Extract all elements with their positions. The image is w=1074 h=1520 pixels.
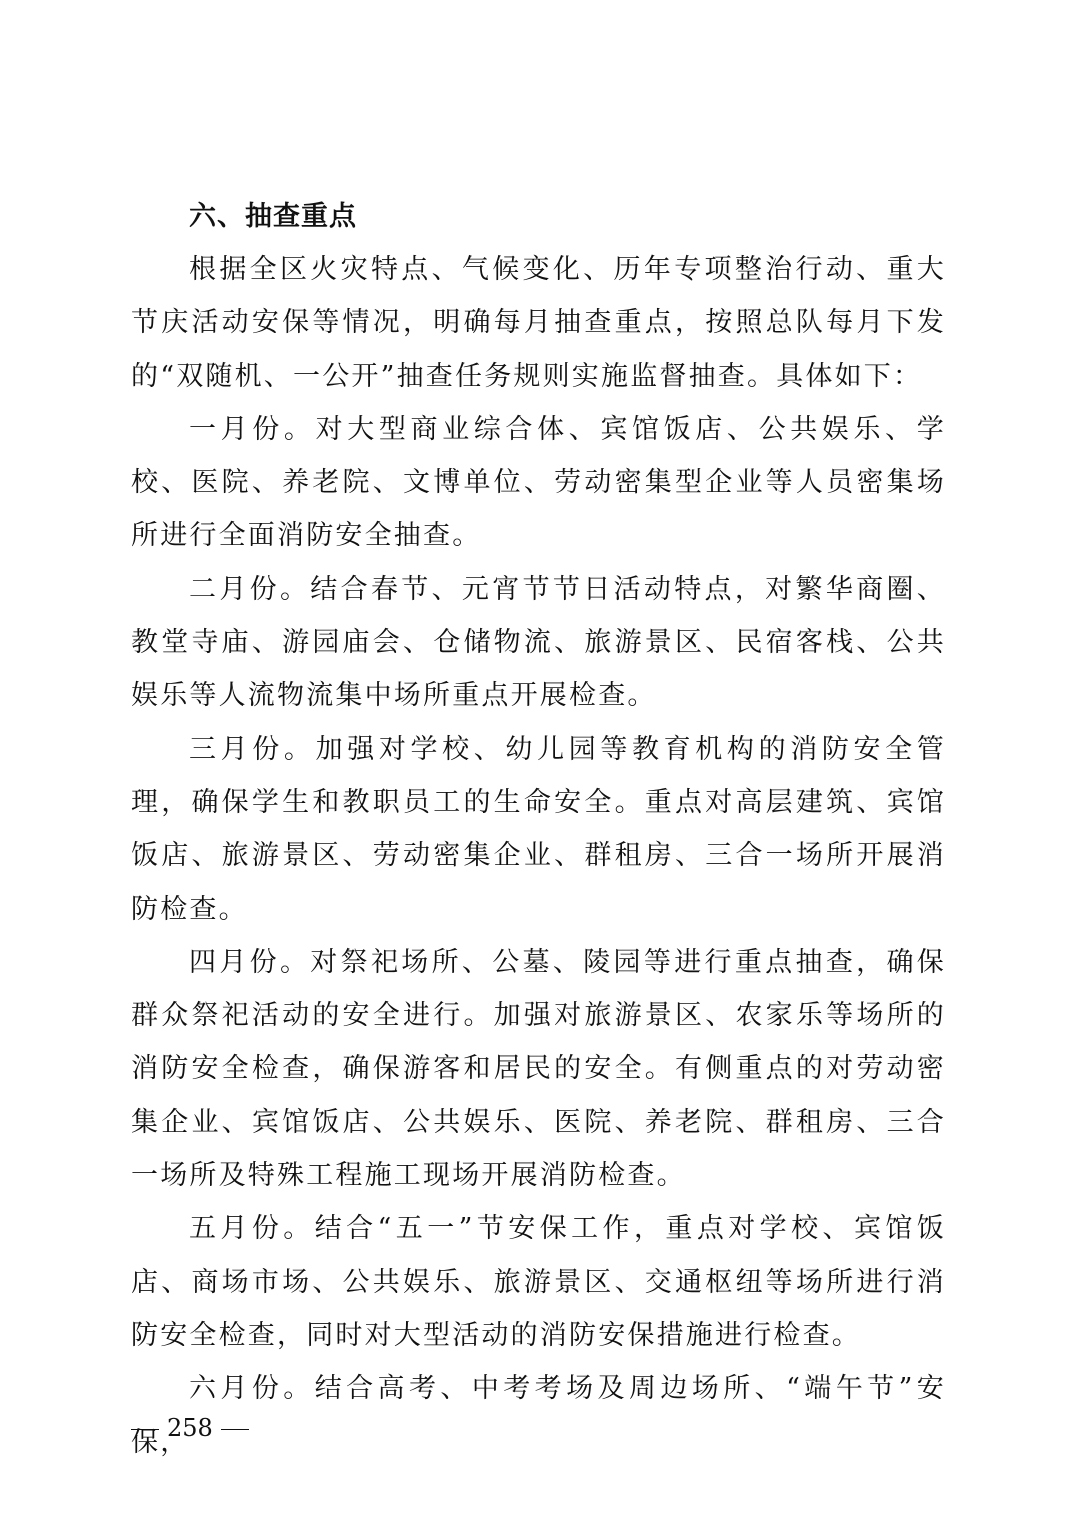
paragraph-march: 三月份。加强对学校、幼儿园等教育机构的消防安全管理，确保学生和教职员工的生命安全。重点对高层建筑、宾馆饭店、旅游景区、劳动密集企业、群租房、三合一场所开展消防检查。 [131,733,946,925]
paragraph-april: 四月份。对祭祀场所、公墓、陵园等进行重点抽查，确保群众祭祀活动的安全进行。加强对旅游景区、农家乐等场所的消防安全检查，确保游客和居民的安全。有侧重点的对劳动密集企业、宾馆饭店、公共娱乐、医院、养老院、群租房、三合一场所及特殊工程施工现场开展消防检查。 [131,946,946,1192]
footer-dash-right [221,1429,249,1430]
footer-dash-left [131,1429,159,1430]
paragraph-may: 五月份。结合“五一”节安保工作，重点对学校、宾馆饭店、商场市场、公共娱乐、旅游景区、交通枢纽等场所进行消防安全检查，同时对大型活动的消防安保措施进行检查。 [131,1213,946,1351]
paragraph-intro: 根据全区火灾特点、气候变化、历年专项整治行动、重大节庆活动安保等情况，明确每月抽查重点，按照总队每月下发的“双随机、一公开”抽查任务规则实施监督抽查。具体如下： [131,254,946,392]
page-footer [131,1412,257,1444]
page-number: 258 [167,1414,213,1442]
document-body [131,190,946,1469]
section-heading: 六、抽查重点 [189,201,357,232]
paragraph-february: 二月份。结合春节、元宵节节日活动特点，对繁华商圈、教堂寺庙、游园庙会、仓储物流、旅游景区、民宿客栈、公共娱乐等人流物流集中场所重点开展检查。 [131,573,946,712]
paragraph-june: 六月份。结合高考、中考考场及周边场所、“端午节”安保， [131,1373,946,1458]
paragraph-january: 一月份。对大型商业综合体、宾馆饭店、公共娱乐、学校、医院、养老院、文博单位、劳动密集型企业等人员密集场所进行全面消防安全抽查。 [131,413,946,552]
